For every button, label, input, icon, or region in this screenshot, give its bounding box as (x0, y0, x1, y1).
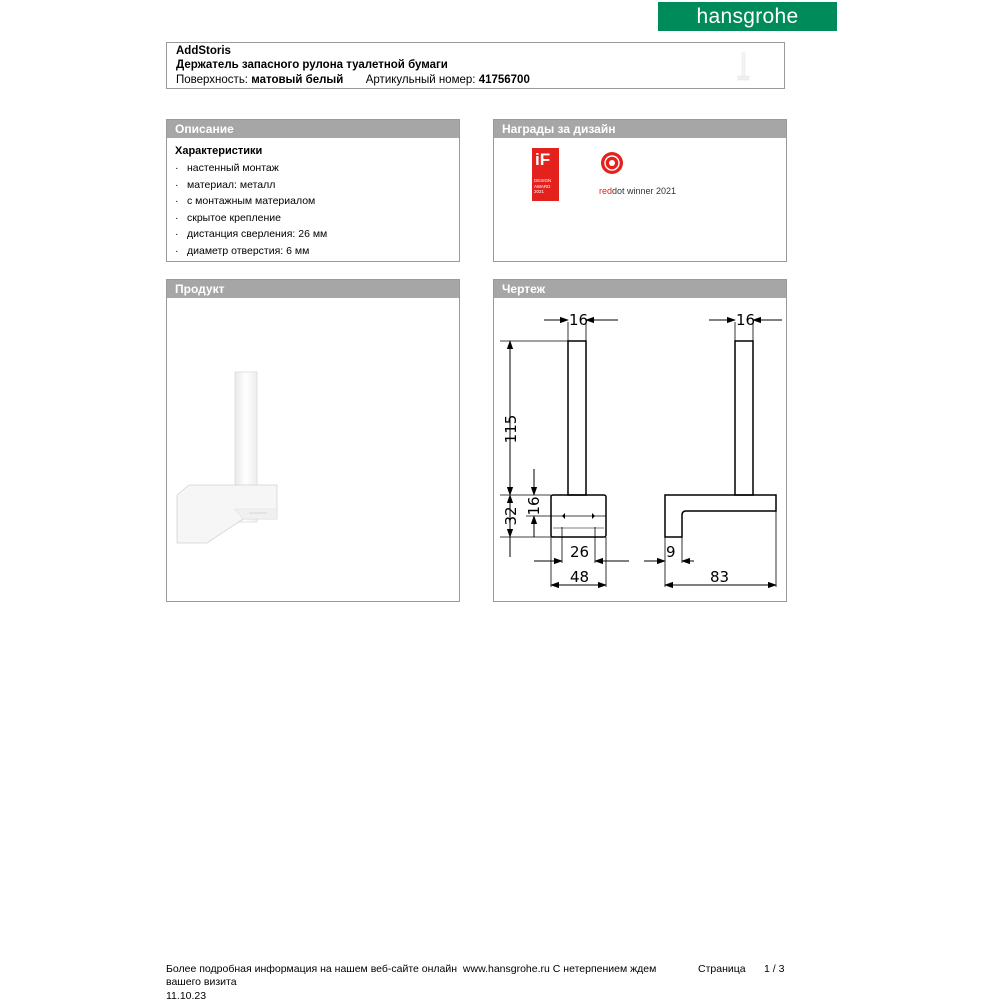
features-title: Характеристики (175, 145, 263, 157)
dim-hole-spacing: 26 (570, 543, 590, 561)
feature-item: · дистанция сверления: 26 мм (175, 228, 328, 240)
reddot-icon (599, 150, 627, 178)
article-label: Артикульный номер: (365, 74, 476, 86)
dim-base-width: 48 (570, 568, 590, 586)
product-image (167, 299, 459, 602)
article-value: 41756700 (478, 74, 530, 86)
dim-base-height: 32 (502, 506, 520, 526)
footer-date: 11.10.23 (166, 990, 207, 1002)
series-name: AddStoris (176, 45, 231, 57)
surface-label: Поверхность: (176, 74, 249, 86)
drawing-panel (493, 279, 787, 602)
product-thumbnail (729, 49, 759, 85)
website-link[interactable]: www.hansgrohe.ru (462, 963, 550, 975)
dim-rod-height: 115 (502, 414, 520, 444)
footer-info: Более подробная информация на нашем веб-сайте онлайн www.hansgrohe.ru С нетерпением ждем (166, 963, 657, 975)
product-attributes (176, 74, 530, 86)
description-title: Описание (167, 120, 459, 138)
drawing-title: Чертеж (494, 280, 786, 298)
dim-inner-height: 16 (525, 496, 543, 516)
page-number: 1 / 3 (764, 963, 785, 975)
reddot-award-text: reddot winner 2021 (599, 186, 677, 196)
dim-depth: 83 (710, 568, 730, 586)
product-header (166, 42, 785, 89)
hansgrohe-logo: hansgrohe (658, 2, 837, 31)
features-list (175, 160, 327, 259)
feature-item: · диаметр отверстия: 6 мм (175, 244, 310, 257)
product-name: Держатель запасного рулона туалетной бумаги (176, 59, 448, 71)
page-label: Страница (698, 963, 746, 975)
description-panel (166, 119, 460, 262)
technical-drawing (494, 299, 786, 602)
footer-visit: вашего визита (166, 976, 237, 988)
surface-value: матовый белый (251, 74, 344, 86)
dim-side-width: 16 (736, 311, 756, 329)
dim-front-width: 16 (569, 311, 589, 329)
feature-item: · настенный монтаж (175, 162, 279, 174)
if-design-award-logo: iF DESIGN AWARD 2021 (532, 148, 559, 201)
awards-title: Награды за дизайн (494, 120, 786, 138)
product-title: Продукт (167, 280, 459, 298)
dim-wall-offset: 9 (666, 543, 676, 561)
awards-panel (493, 119, 787, 262)
feature-item: · материал: металл (175, 178, 276, 191)
feature-item: · скрытое крепление (175, 211, 281, 224)
feature-item: · с монтажным материалом (175, 195, 316, 207)
product-panel (166, 279, 460, 602)
